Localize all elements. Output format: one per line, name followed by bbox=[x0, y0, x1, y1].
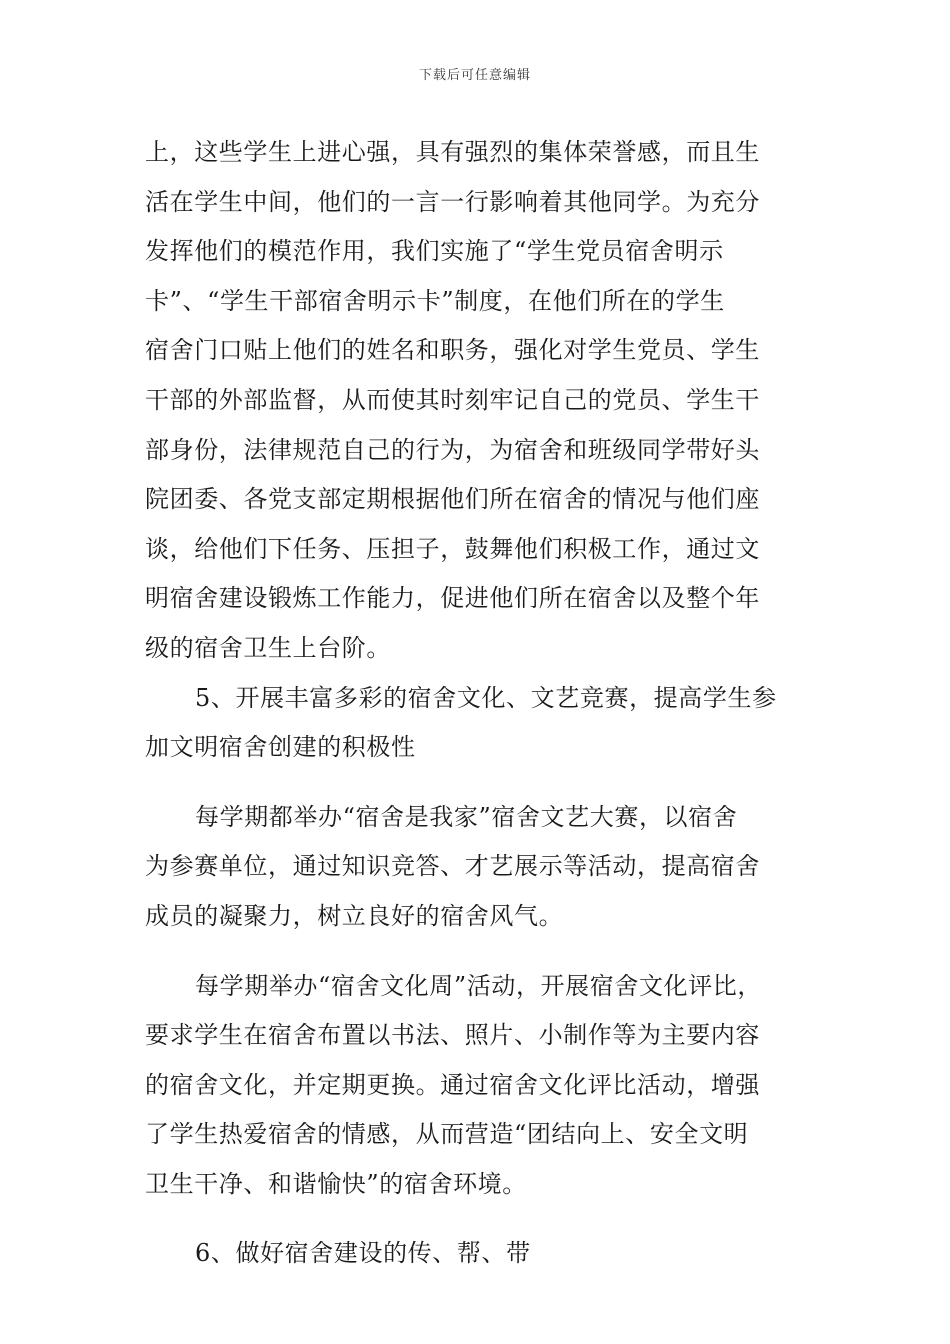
text-line: 宿舍门口贴上他们的姓名和职务，强化对学生党员、学生 bbox=[145, 336, 760, 365]
paragraph-start: 每学期都举办“宿舍是我家”宿舍文艺大赛，以宿舍 bbox=[195, 802, 738, 831]
text-line: 卫生干净、和谐愉快”的宿舍环境。 bbox=[145, 1169, 527, 1198]
section-heading-5: 5、开展丰富多彩的宿舍文化、文艺竞赛，提高学生参 bbox=[195, 683, 777, 712]
text-line: 上，这些学生上进心强，具有强烈的集体荣誉感，而且生 bbox=[145, 138, 760, 166]
section-heading-6: 6、做好宿舍建设的传、帮、带 bbox=[195, 1239, 531, 1268]
text-line: 院团委、各党支部定期根据他们所在宿舍的情况与他们座 bbox=[145, 485, 760, 514]
text-line: 活在学生中间，他们的一言一行影响着其他同学。为充分 bbox=[145, 187, 760, 216]
paragraph-start: 每学期举办“宿舍文化周”活动，开展宿舍文化评比， bbox=[195, 971, 762, 1000]
text-line: 要求学生在宿舍布置以书法、照片、小制作等为主要内容 bbox=[145, 1021, 760, 1050]
text-line: 卡”、“学生干部宿舍明示卡”制度，在他们所在的学生 bbox=[145, 286, 725, 315]
text-line: 级的宿舍卫生上台阶。 bbox=[145, 633, 391, 662]
text-line: 部身份，法律规范自己的行为，为宿舍和班级同学带好头 bbox=[145, 435, 760, 464]
text-line: 发挥他们的模范作用，我们实施了“学生党员宿舍明示 bbox=[145, 237, 724, 266]
text-line: 为参赛单位，通过知识竞答、才艺展示等活动，提高宿舍 bbox=[145, 852, 760, 881]
page-header-note: 下载后可任意编辑 bbox=[418, 68, 531, 83]
text-line: 了学生热爱宿舍的情感，从而营造“团结向上、安全文明 bbox=[145, 1120, 749, 1149]
text-line: 成员的凝聚力，树立良好的宿舍风气。 bbox=[145, 901, 564, 930]
text-line: 谈，给他们下任务、压担子，鼓舞他们积极工作，通过文 bbox=[145, 534, 760, 563]
section-heading-5-cont: 加文明宿舍创建的积极性 bbox=[145, 733, 416, 762]
text-line: 明宿舍建设锻炼工作能力，促进他们所在宿舍以及整个年 bbox=[145, 584, 760, 613]
text-line: 的宿舍文化，并定期更换。通过宿舍文化评比活动，增强 bbox=[145, 1070, 760, 1099]
document-body bbox=[145, 128, 807, 1279]
text-line: 干部的外部监督，从而使其时刻牢记自己的党员、学生干 bbox=[145, 385, 760, 414]
